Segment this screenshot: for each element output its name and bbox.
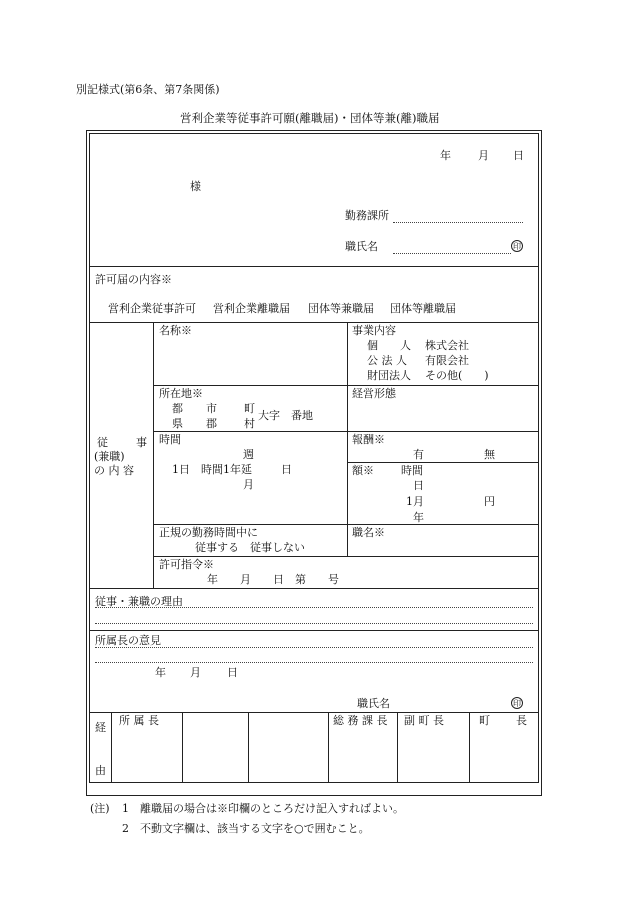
option-group-leave[interactable]: 団体等離職届 xyxy=(390,302,456,315)
field-position-label: 職名※ xyxy=(352,526,385,539)
amount-month: 1月 xyxy=(406,495,424,508)
business-other[interactable]: その他( ) xyxy=(425,369,489,382)
divider xyxy=(89,266,539,267)
note-1-text: 離職届の場合は※印欄のところだけ記入すればよい。 xyxy=(140,802,404,815)
business-public[interactable]: 公 法 人 xyxy=(367,354,407,367)
amount-hours: 時間 xyxy=(401,464,423,477)
loc-gun: 郡 xyxy=(206,417,217,430)
hours-month: 月 xyxy=(243,478,254,491)
routing-mayor-b: 長 xyxy=(516,714,527,727)
option-commercial-leave[interactable]: 営利企業離職届 xyxy=(213,302,290,315)
divider xyxy=(469,712,470,783)
field-location-label: 所在地※ xyxy=(159,387,203,400)
divider xyxy=(248,712,249,783)
loc-aza: 大字 番地 xyxy=(258,409,313,422)
divider xyxy=(111,712,112,783)
content-label: 許可届の内容※ xyxy=(95,273,172,286)
reward-no[interactable]: 無 xyxy=(484,448,495,461)
engage-label-1b: 事 xyxy=(136,436,147,449)
routing-label-top: 経 xyxy=(95,721,106,734)
divider xyxy=(347,462,539,463)
notes-prefix: (注) xyxy=(90,802,110,815)
divider xyxy=(397,712,398,783)
loc-shi: 市 xyxy=(206,402,217,415)
addressee-sama: 様 xyxy=(190,180,201,193)
engage-label-2: (兼職) xyxy=(94,450,125,463)
field-reward-label: 報酬※ xyxy=(352,433,385,446)
name-label: 職氏名 xyxy=(345,240,378,253)
date-month: 月 xyxy=(478,149,489,162)
note-1-num: 1 xyxy=(122,802,129,815)
annex-label: 別記様式(第6条、第7条関係) xyxy=(76,83,220,96)
divider xyxy=(153,385,539,386)
seal-icon: 印 xyxy=(513,242,521,251)
hours-week: 週 xyxy=(243,448,254,461)
hours-day-end: 日 xyxy=(281,463,292,476)
opinion-day: 日 xyxy=(227,666,238,679)
option-group-join[interactable]: 団体等兼職届 xyxy=(308,302,374,315)
note-2-text: 不動文字欄は、該当する文字を○で囲むこと。 xyxy=(140,822,370,835)
opinion-line-2[interactable] xyxy=(95,662,533,663)
divider xyxy=(153,322,154,588)
form-inner-border xyxy=(89,133,539,783)
field-business-label: 事業内容 xyxy=(352,324,396,337)
routing-mayor-a: 町 xyxy=(479,714,490,727)
business-yk[interactable]: 有限会社 xyxy=(425,354,469,367)
divider xyxy=(89,630,539,631)
routing-general: 総 務 課 長 xyxy=(333,714,388,727)
date-day: 日 xyxy=(513,149,524,162)
routing-deputy: 副 町 長 xyxy=(404,714,444,727)
loc-ken: 県 xyxy=(172,417,183,430)
reason-label: 従事・兼職の理由 xyxy=(95,595,183,608)
routing-label-bottom: 由 xyxy=(95,764,106,777)
opinion-year: 年 xyxy=(155,666,166,679)
opinion-name-label: 職氏名 xyxy=(357,697,390,710)
divider xyxy=(153,431,539,432)
dept-label: 勤務課所 xyxy=(345,209,389,222)
business-kk[interactable]: 株式会社 xyxy=(425,339,469,352)
loc-to: 都 xyxy=(172,402,183,415)
reward-yes[interactable]: 有 xyxy=(413,448,424,461)
date-year: 年 xyxy=(440,149,451,162)
engage-label-1a: 従 xyxy=(97,436,108,449)
field-permit-label: 許可指令※ xyxy=(159,558,214,571)
divider xyxy=(153,556,539,557)
loc-machi: 町 xyxy=(244,402,255,415)
opinion-line-1[interactable] xyxy=(95,647,533,648)
routing-head: 所 属 長 xyxy=(119,714,159,727)
during-options[interactable]: 従事する 従事しない xyxy=(195,541,305,554)
opinion-month: 月 xyxy=(190,666,201,679)
loc-son: 村 xyxy=(244,417,255,430)
amount-yen: 円 xyxy=(484,495,495,508)
divider xyxy=(328,712,329,783)
amount-year: 年 xyxy=(413,511,424,524)
reason-line-2[interactable] xyxy=(95,623,533,624)
reason-line-1[interactable] xyxy=(95,607,533,608)
business-foundation[interactable]: 財団法人 xyxy=(367,369,411,382)
field-name-label: 名称※ xyxy=(159,324,192,337)
divider xyxy=(153,524,539,525)
name-field[interactable] xyxy=(393,253,511,254)
field-management-label: 経営形態 xyxy=(352,387,396,400)
divider xyxy=(89,588,539,589)
form-title: 営利企業等従事許可願(離職届)・団体等兼(離)職届 xyxy=(180,111,440,125)
engage-label-3: の 内 容 xyxy=(94,464,134,477)
note-2-num: 2 xyxy=(122,822,129,835)
divider xyxy=(89,712,539,713)
option-commercial-permit[interactable]: 営利企業従事許可 xyxy=(108,302,196,315)
opinion-label: 所属長の意見 xyxy=(95,634,161,647)
field-amount-label: 額※ xyxy=(352,464,374,477)
business-individual[interactable]: 個 人 xyxy=(367,339,411,352)
divider xyxy=(182,712,183,783)
divider xyxy=(347,322,348,556)
seal-icon: 印 xyxy=(513,699,521,708)
dept-field[interactable] xyxy=(393,222,523,223)
divider xyxy=(89,322,539,323)
hours-day: 1日 時間1年延 xyxy=(172,463,252,476)
field-hours-label: 時間 xyxy=(159,433,181,446)
field-during-label: 正規の勤務時間中に xyxy=(159,526,258,539)
permit-date: 年 月 日 第 号 xyxy=(207,573,339,586)
amount-day: 日 xyxy=(413,479,424,492)
